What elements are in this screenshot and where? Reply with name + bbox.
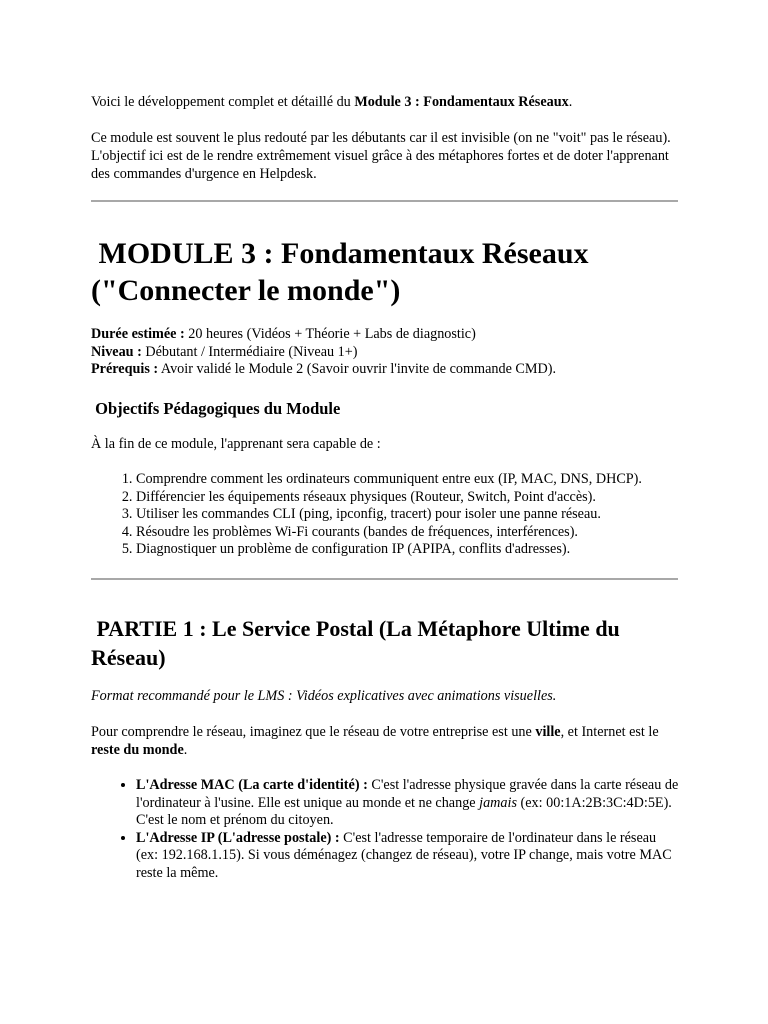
intro-period: . [568, 94, 573, 110]
list-item: 2. Différencier les équipements réseaux physiques (Routeur, Switch, Point d'accès). [136, 489, 681, 507]
list-item: 4. Résoudre les problèmes Wi-Fi courants (bandes de fréquences, interférences). [136, 524, 681, 542]
metaphor-world: reste du monde [91, 742, 184, 758]
bullet-label: L'Adresse MAC (La carte d'identité) : [136, 777, 368, 793]
objectives-list [91, 471, 681, 559]
objectives-heading [91, 399, 340, 419]
list-item [136, 830, 681, 883]
module-title [91, 235, 681, 309]
list-item: 3. Utiliser les commandes CLI (ping, ipconfig, tracert) pour isoler une panne réseau. [136, 506, 681, 524]
metaphor-city: ville [535, 724, 561, 740]
level-value: Débutant / Intermédiaire (Niveau 1+) [141, 343, 358, 360]
part1-bullet-list [91, 777, 681, 882]
meta-level [91, 344, 681, 362]
part1-title: PARTIE 1 : Le Service Postal (La Métaphore Ultime du Réseau) [91, 616, 620, 670]
meta-duration [91, 326, 681, 344]
prereq-label: Prérequis : [91, 361, 159, 377]
bullet-label: L'Adresse IP (L'adresse postale) : [136, 829, 340, 846]
objectives-lead: À la fin de ce module, l'apprenant sera capable de : [91, 436, 381, 452]
level-label: Niveau : [91, 343, 142, 360]
bullet-text: C'est l'adresse physique gravée dans la carte réseau de l'ordinateur à l'usine. Elle est unique au monde et ne change [136, 777, 679, 811]
part1-metaphor-paragraph [91, 723, 681, 759]
bullet-text: C'est l'adresse temporaire de l'ordinateur dans le réseau (ex: 192.168.1.15). Si vous déménagez (changez de réseau), votre IP change, mais votre MAC reste la même. [136, 829, 672, 881]
module-meta [91, 326, 681, 379]
intro-text: Voici le développement complet et détaillé du [91, 94, 355, 110]
list-item: 1. Comprendre comment les ordinateurs communiquent entre eux (IP, MAC, DNS, DHCP). [136, 471, 681, 489]
bullet-emphasis: jamais [479, 794, 517, 811]
duration-value: 20 heures (Vidéos + Théorie + Labs de diagnostic) [184, 326, 476, 342]
intro-description: Ce module est souvent le plus redouté par les débutants car il est invisible (on ne "voit" pas le réseau). L'objectif ici est de le rendre extrêmement visuel grâce à des métaphores fortes et de doter l'apprenant des commandes d'urgence en Helpdesk. [91, 130, 671, 182]
metaphor-period: . [183, 742, 188, 758]
metaphor-text: Pour comprendre le réseau, imaginez que le réseau de votre entreprise est une [91, 724, 536, 740]
prereq-value: Avoir validé le Module 2 (Savoir ouvrir l'invite de commande CMD). [158, 361, 557, 377]
metaphor-text: , et Internet est le [560, 724, 659, 740]
list-item: 5. Diagnostiquer un problème de configuration IP (APIPA, conflits d'adresses). [136, 541, 681, 559]
list-item [136, 777, 681, 830]
part1-format-note: Format recommandé pour le LMS : Vidéos explicatives avec animations visuelles. [91, 688, 557, 704]
part1-heading [91, 614, 681, 672]
intro-paragraph [91, 93, 681, 111]
objectives-title: Objectifs Pédagogiques du Module [95, 399, 341, 418]
intro-module-name: Module 3 : Fondamentaux Réseaux [354, 94, 569, 110]
module-title-text: MODULE 3 : Fondamentaux Réseaux ("Connecter le monde") [91, 237, 589, 307]
section-divider [91, 200, 678, 202]
duration-label: Durée estimée : [91, 326, 185, 342]
section-divider [91, 578, 678, 580]
bullet-text: (ex: 00:1A:2B:3C:4D:5E). C'est le nom et prénom du citoyen. [136, 794, 672, 828]
meta-prereq [91, 361, 681, 379]
